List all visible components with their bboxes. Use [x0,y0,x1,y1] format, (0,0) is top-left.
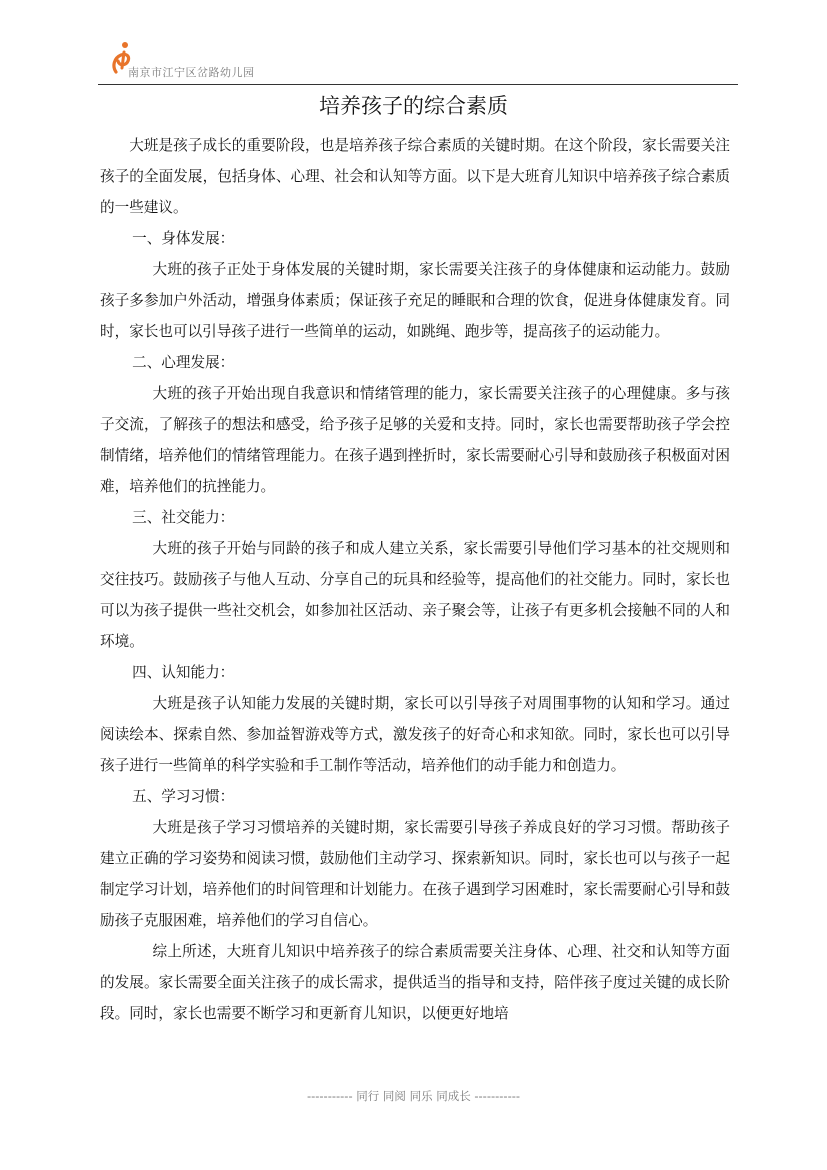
section-heading: 一、身体发展： [132,230,235,247]
section-heading: 四、认知能力： [132,664,235,681]
section-paragraph: 大班的孩子正处于身体发展的关键时期，家长需要关注孩子的身体健康和运动能力。鼓励孩子多参加户外活动，增强身体素质；保证孩子充足的睡眠和合理的饮食，促进身体健康发育。同时，家长也可以引导孩子进行一些简单的运动，如跳绳、跑步等，提高孩子的运动能力。 [100,261,730,340]
section-paragraph: 大班的孩子开始出现自我意识和情绪管理的能力，家长需要关注孩子的心理健康。多与孩子交流，了解孩子的想法和感受，给予孩子足够的关爱和支持。同时，家长也需要帮助孩子学会控制情绪，培养他们的情绪管理能力。在孩子遇到挫折时，家长需要耐心引导和鼓励孩子积极面对困难，培养他们的抗挫能力。 [100,385,730,495]
section-paragraph: 大班是孩子认知能力发展的关键时期，家长可以引导孩子对周围事物的认知和学习。通过阅读绘本、探索自然、参加益智游戏等方式，激发孩子的好奇心和求知欲。同时，家长也可以引导孩子进行一些简单的科学实验和手工制作等活动，培养他们的动手能力和创造力。 [100,695,730,774]
intro-paragraph: 大班是孩子成长的重要阶段，也是培养孩子综合素质的关键时期。在这个阶段，家长需要关注孩子的全面发展，包括身体、心理、社会和认知等方面。以下是大班育儿知识中培养孩子综合素质的一些建议。 [100,137,730,216]
school-name: 南京市江宁区岔路幼儿园 [128,66,255,79]
section-paragraph: 大班是孩子学习习惯培养的关键时期，家长需要引导孩子养成良好的学习习惯。帮助孩子建立正确的学习姿势和阅读习惯，鼓励他们主动学习、探索新知识。同时，家长也可以与孩子一起制定学习计划，培养他们的时间管理和计划能力。在孩子遇到学习困难时，家长需要耐心引导和鼓励孩子克服困难，培养他们的学习自信心。 [100,819,730,929]
page-header [98,38,738,85]
section-heading: 五、学习习惯： [132,788,235,805]
document-title: 培养孩子的综合素质 [319,94,508,118]
section-paragraph: 大班的孩子开始与同龄的孩子和成人建立关系，家长需要引导他们学习基本的社交规则和交往技巧。鼓励孩子与他人互动、分享自己的玩具和经验等，提高他们的社交能力。同时，家长也可以为孩子提供一些社交机会，如参加社区活动、亲子聚会等，让孩子有更多机会接触不同的人和环境。 [100,540,730,650]
conclusion-paragraph: 综上所述，大班育儿知识中培养孩子的综合素质需要关注身体、心理、社交和认知等方面的发展。家长需要全面关注孩子的成长需求，提供适当的指导和支持，陪伴孩子度过关键的成长阶段。同时，家长也需要不断学习和更新育儿知识，以便更好地培 [100,943,730,1022]
section-heading: 二、心理发展： [132,354,235,371]
section-heading: 三、社交能力： [132,509,235,526]
article-body [100,130,730,1029]
page-footer: ----------- 同行 同阅 同乐 同成长 ----------- [306,1089,521,1103]
